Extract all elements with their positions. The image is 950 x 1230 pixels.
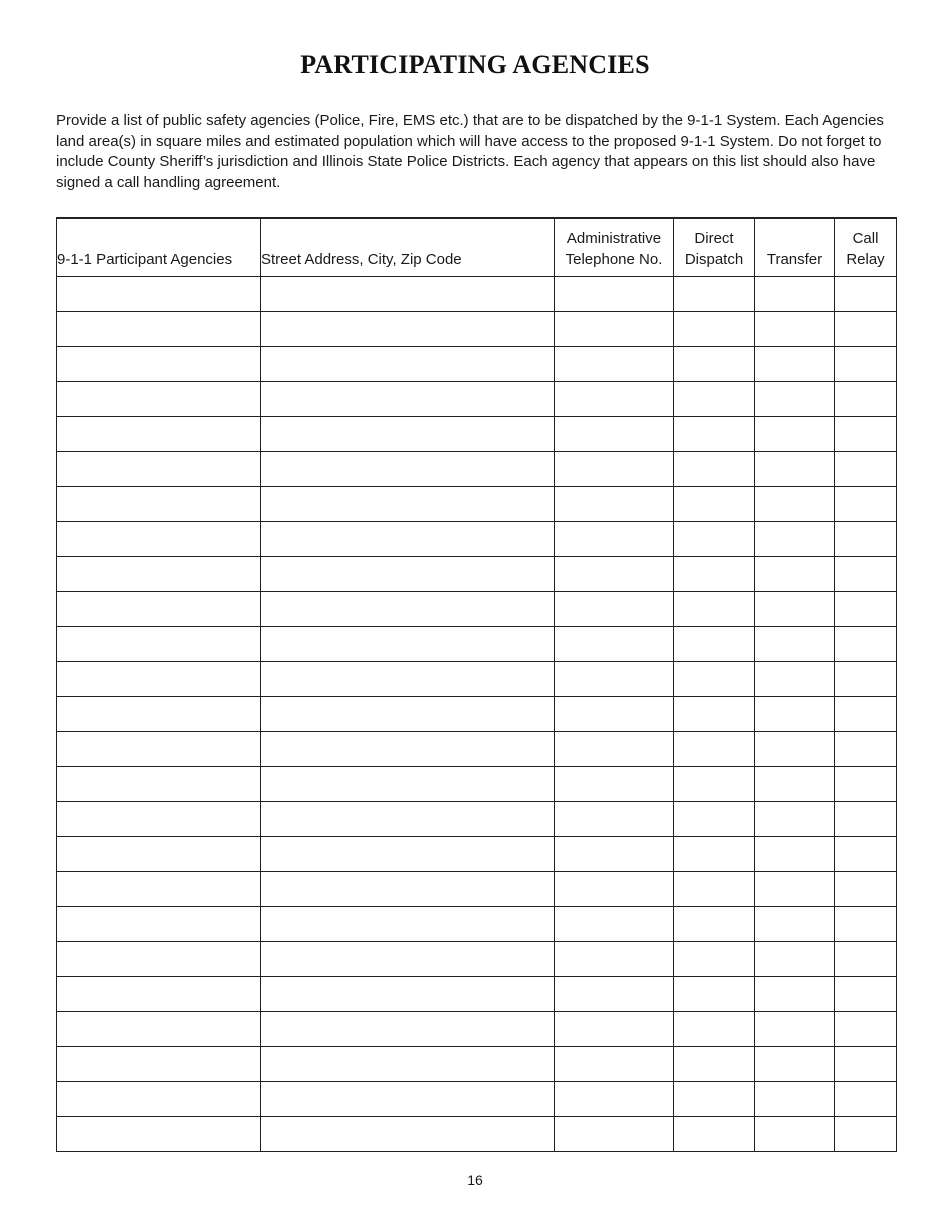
transfer-cell[interactable] [755,872,835,907]
agency-name-cell[interactable] [57,1117,261,1152]
direct-dispatch-cell[interactable] [674,662,755,697]
transfer-cell[interactable] [755,942,835,977]
call-relay-cell[interactable] [835,312,897,347]
address-cell[interactable] [261,1117,555,1152]
admin-phone-cell[interactable] [555,382,674,417]
column-header-agencies-label: 9-1-1 Participant Agencies [57,251,233,268]
transfer-cell[interactable] [755,907,835,942]
address-cell[interactable] [261,977,555,1012]
table-row [57,907,897,942]
address-cell[interactable] [261,802,555,837]
admin-phone-cell[interactable] [555,872,674,907]
admin-phone-cell[interactable] [555,277,674,312]
table-row [57,417,897,452]
agency-name-cell[interactable] [57,837,261,872]
admin-phone-cell[interactable] [555,452,674,487]
admin-phone-cell[interactable] [555,1047,674,1082]
direct-dispatch-cell[interactable] [674,627,755,662]
address-cell[interactable] [261,1047,555,1082]
column-header-address [261,218,555,277]
direct-dispatch-cell[interactable] [674,1012,755,1047]
admin-phone-cell[interactable] [555,522,674,557]
call-relay-cell[interactable] [835,277,897,312]
table-row [57,557,897,592]
admin-phone-cell[interactable] [555,1117,674,1152]
agency-name-cell[interactable] [57,977,261,1012]
table-row [57,942,897,977]
table-row [57,732,897,767]
agency-name-cell[interactable] [57,732,261,767]
call-relay-cell[interactable] [835,837,897,872]
address-cell[interactable] [261,277,555,312]
address-cell[interactable] [261,452,555,487]
call-relay-cell[interactable] [835,592,897,627]
call-relay-cell[interactable] [835,872,897,907]
call-relay-cell[interactable] [835,382,897,417]
agency-name-cell[interactable] [57,1082,261,1117]
address-cell[interactable] [261,312,555,347]
transfer-cell[interactable] [755,487,835,522]
transfer-cell[interactable] [755,1117,835,1152]
admin-phone-cell[interactable] [555,487,674,522]
admin-phone-cell[interactable] [555,767,674,802]
address-cell[interactable] [261,592,555,627]
column-header-admin-phone-line1: Administrative [566,230,662,247]
address-cell[interactable] [261,662,555,697]
table-row [57,977,897,1012]
admin-phone-cell[interactable] [555,417,674,452]
instructions-paragraph: Provide a list of public safety agencies (Police, Fire, EMS etc.) that are to be dispatched by the 9-1-1 System. Each Agencies land area(s) in square miles and estimated population which will have access to the proposed 9-1-1 System. Do not forget to include County Sheriff’s jurisdiction and Illinois State Police Districts. Each agency that appears on this list should also have signed a call handling agreement. [56,112,884,191]
agency-name-cell[interactable] [57,487,261,522]
agency-name-cell[interactable] [57,907,261,942]
call-relay-cell[interactable] [835,452,897,487]
table-row [57,1082,897,1117]
column-header-transfer-label: Transfer [766,251,823,268]
address-cell[interactable] [261,487,555,522]
transfer-cell[interactable] [755,802,835,837]
direct-dispatch-cell[interactable] [674,697,755,732]
direct-dispatch-cell[interactable] [674,382,755,417]
table-row [57,697,897,732]
direct-dispatch-cell[interactable] [674,907,755,942]
page-number: 16 [467,1172,483,1188]
admin-phone-cell[interactable] [555,837,674,872]
admin-phone-cell[interactable] [555,907,674,942]
table-row [57,522,897,557]
table-row [57,452,897,487]
address-cell[interactable] [261,872,555,907]
transfer-cell[interactable] [755,1012,835,1047]
transfer-cell[interactable] [755,767,835,802]
call-relay-cell[interactable] [835,1047,897,1082]
address-cell[interactable] [261,347,555,382]
column-header-transfer [755,218,835,277]
transfer-cell[interactable] [755,347,835,382]
transfer-cell[interactable] [755,452,835,487]
address-cell[interactable] [261,767,555,802]
admin-phone-cell[interactable] [555,697,674,732]
transfer-cell[interactable] [755,382,835,417]
agency-name-cell[interactable] [57,592,261,627]
transfer-cell[interactable] [755,1047,835,1082]
table-header-row [57,218,897,277]
agency-name-cell[interactable] [57,1047,261,1082]
table-row [57,627,897,662]
participating-agencies-table [56,217,897,1152]
direct-dispatch-cell[interactable] [674,417,755,452]
direct-dispatch-cell[interactable] [674,277,755,312]
direct-dispatch-cell[interactable] [674,452,755,487]
agency-name-cell[interactable] [57,767,261,802]
agency-name-cell[interactable] [57,1012,261,1047]
agency-name-cell[interactable] [57,662,261,697]
call-relay-cell[interactable] [835,627,897,662]
call-relay-cell[interactable] [835,907,897,942]
agency-name-cell[interactable] [57,347,261,382]
call-relay-cell[interactable] [835,417,897,452]
call-relay-cell[interactable] [835,487,897,522]
transfer-cell[interactable] [755,977,835,1012]
agency-name-cell[interactable] [57,312,261,347]
direct-dispatch-cell[interactable] [674,487,755,522]
call-relay-cell[interactable] [835,522,897,557]
address-cell[interactable] [261,522,555,557]
address-cell[interactable] [261,837,555,872]
admin-phone-cell[interactable] [555,942,674,977]
admin-phone-cell[interactable] [555,312,674,347]
direct-dispatch-cell[interactable] [674,942,755,977]
agency-name-cell[interactable] [57,697,261,732]
call-relay-cell[interactable] [835,1012,897,1047]
address-cell[interactable] [261,732,555,767]
transfer-cell[interactable] [755,417,835,452]
agency-name-cell[interactable] [57,557,261,592]
address-cell[interactable] [261,697,555,732]
address-cell[interactable] [261,1082,555,1117]
column-header-call-relay-line2: Relay [846,251,885,268]
admin-phone-cell[interactable] [555,347,674,382]
column-header-direct-dispatch [674,218,755,277]
call-relay-cell[interactable] [835,557,897,592]
transfer-cell[interactable] [755,732,835,767]
table-row [57,1117,897,1152]
call-relay-cell[interactable] [835,942,897,977]
direct-dispatch-cell[interactable] [674,557,755,592]
direct-dispatch-cell[interactable] [674,522,755,557]
address-cell[interactable] [261,382,555,417]
call-relay-cell[interactable] [835,1117,897,1152]
direct-dispatch-cell[interactable] [674,1047,755,1082]
transfer-cell[interactable] [755,1082,835,1117]
table-row [57,592,897,627]
agency-name-cell[interactable] [57,522,261,557]
admin-phone-cell[interactable] [555,627,674,662]
column-header-admin-phone-line2: Telephone No. [565,251,663,268]
table-row [57,487,897,522]
table-row [57,802,897,837]
agency-name-cell[interactable] [57,452,261,487]
table-row [57,767,897,802]
call-relay-cell[interactable] [835,1082,897,1117]
direct-dispatch-cell[interactable] [674,1117,755,1152]
call-relay-cell[interactable] [835,697,897,732]
direct-dispatch-cell[interactable] [674,837,755,872]
admin-phone-cell[interactable] [555,1082,674,1117]
column-header-agencies [57,218,261,277]
admin-phone-cell[interactable] [555,977,674,1012]
direct-dispatch-cell[interactable] [674,802,755,837]
admin-phone-cell[interactable] [555,732,674,767]
table-row [57,347,897,382]
agency-name-cell[interactable] [57,872,261,907]
direct-dispatch-cell[interactable] [674,312,755,347]
agency-name-cell[interactable] [57,417,261,452]
transfer-cell[interactable] [755,697,835,732]
transfer-cell[interactable] [755,662,835,697]
agency-name-cell[interactable] [57,277,261,312]
direct-dispatch-cell[interactable] [674,1082,755,1117]
transfer-cell[interactable] [755,627,835,662]
admin-phone-cell[interactable] [555,1012,674,1047]
page-title: PARTICIPATING AGENCIES [300,50,650,79]
agency-name-cell[interactable] [57,382,261,417]
column-header-direct-dispatch-line2: Dispatch [684,251,744,268]
transfer-cell[interactable] [755,312,835,347]
table-row [57,1047,897,1082]
transfer-cell[interactable] [755,277,835,312]
transfer-cell[interactable] [755,522,835,557]
table-body [57,277,897,1152]
admin-phone-cell[interactable] [555,557,674,592]
transfer-cell[interactable] [755,592,835,627]
admin-phone-cell[interactable] [555,592,674,627]
transfer-cell[interactable] [755,557,835,592]
agency-name-cell[interactable] [57,942,261,977]
direct-dispatch-cell[interactable] [674,767,755,802]
direct-dispatch-cell[interactable] [674,872,755,907]
address-cell[interactable] [261,942,555,977]
table-row [57,872,897,907]
address-cell[interactable] [261,1012,555,1047]
table-row [57,1012,897,1047]
table-row [57,277,897,312]
direct-dispatch-cell[interactable] [674,347,755,382]
table-row [57,837,897,872]
address-cell[interactable] [261,907,555,942]
agency-name-cell[interactable] [57,802,261,837]
agency-name-cell[interactable] [57,627,261,662]
column-header-admin-phone [555,218,674,277]
transfer-cell[interactable] [755,837,835,872]
call-relay-cell[interactable] [835,662,897,697]
direct-dispatch-cell[interactable] [674,592,755,627]
call-relay-cell[interactable] [835,767,897,802]
column-header-direct-dispatch-line1: Direct [694,230,734,247]
column-header-address-label: Street Address, City, Zip Code [261,251,462,268]
address-cell[interactable] [261,417,555,452]
column-header-call-relay-line1: Call [852,230,879,247]
table-row [57,382,897,417]
call-relay-cell[interactable] [835,802,897,837]
column-header-call-relay [835,218,897,277]
direct-dispatch-cell[interactable] [674,977,755,1012]
table-row [57,312,897,347]
call-relay-cell[interactable] [835,732,897,767]
direct-dispatch-cell[interactable] [674,732,755,767]
admin-phone-cell[interactable] [555,662,674,697]
table-row [57,662,897,697]
address-cell[interactable] [261,627,555,662]
call-relay-cell[interactable] [835,977,897,1012]
address-cell[interactable] [261,557,555,592]
call-relay-cell[interactable] [835,347,897,382]
admin-phone-cell[interactable] [555,802,674,837]
